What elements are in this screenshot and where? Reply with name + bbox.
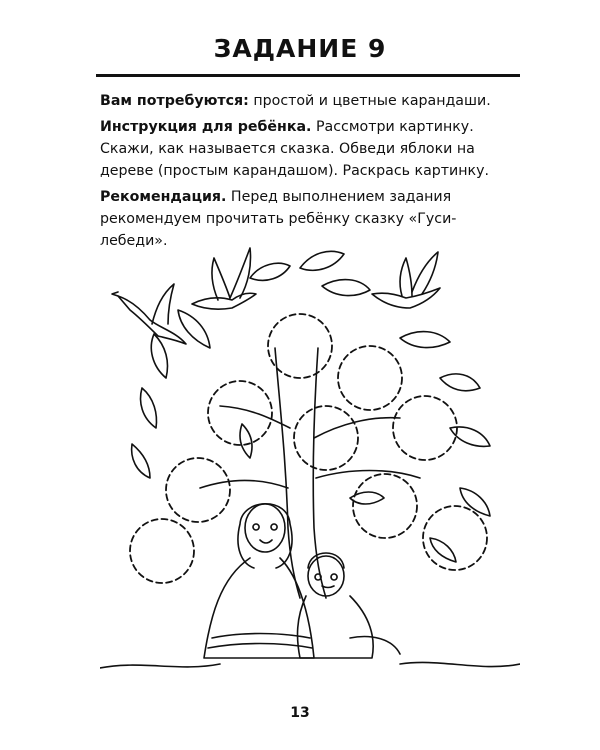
dashed-apples: [130, 314, 487, 583]
materials-text: простой и цветные карандаши.: [248, 93, 491, 109]
recommendation-text: Перед выполнением задания рекомендуем прочитать ребёнку сказку «Гуси-лебеди».: [100, 189, 457, 249]
goose-left-icon: [112, 284, 186, 344]
apple-outline: [294, 406, 358, 470]
apple-outline: [268, 314, 332, 378]
grass: [100, 662, 520, 668]
apple-outline: [130, 519, 194, 583]
tree-leaves: [132, 251, 490, 562]
tree-branches: [200, 406, 420, 488]
apple-outline: [353, 474, 417, 538]
coloring-illustration: [100, 228, 520, 683]
title-divider: [96, 74, 520, 77]
apple-outline: [393, 396, 457, 460]
apple-outline: [338, 346, 402, 410]
instruction-text: Рассмотри картинку. Скажи, как называется сказка. Обведи яблоки на дереве (простым карандашом). Раскрась картинку.: [100, 119, 490, 179]
apple-outline: [166, 458, 230, 522]
page-title: ЗАДАНИЕ 9: [213, 34, 387, 63]
instruction-label: Инструкция для ребёнка.: [100, 119, 312, 135]
instruction-paragraph: [100, 116, 520, 182]
goose-right-icon: [372, 252, 440, 308]
recommendation-label: Рекомендация.: [100, 189, 227, 205]
materials-label: Вам потребуются:: [100, 93, 249, 109]
materials-paragraph: [100, 90, 520, 112]
goose-center-icon: [192, 248, 256, 309]
page-number: 13: [290, 705, 310, 721]
